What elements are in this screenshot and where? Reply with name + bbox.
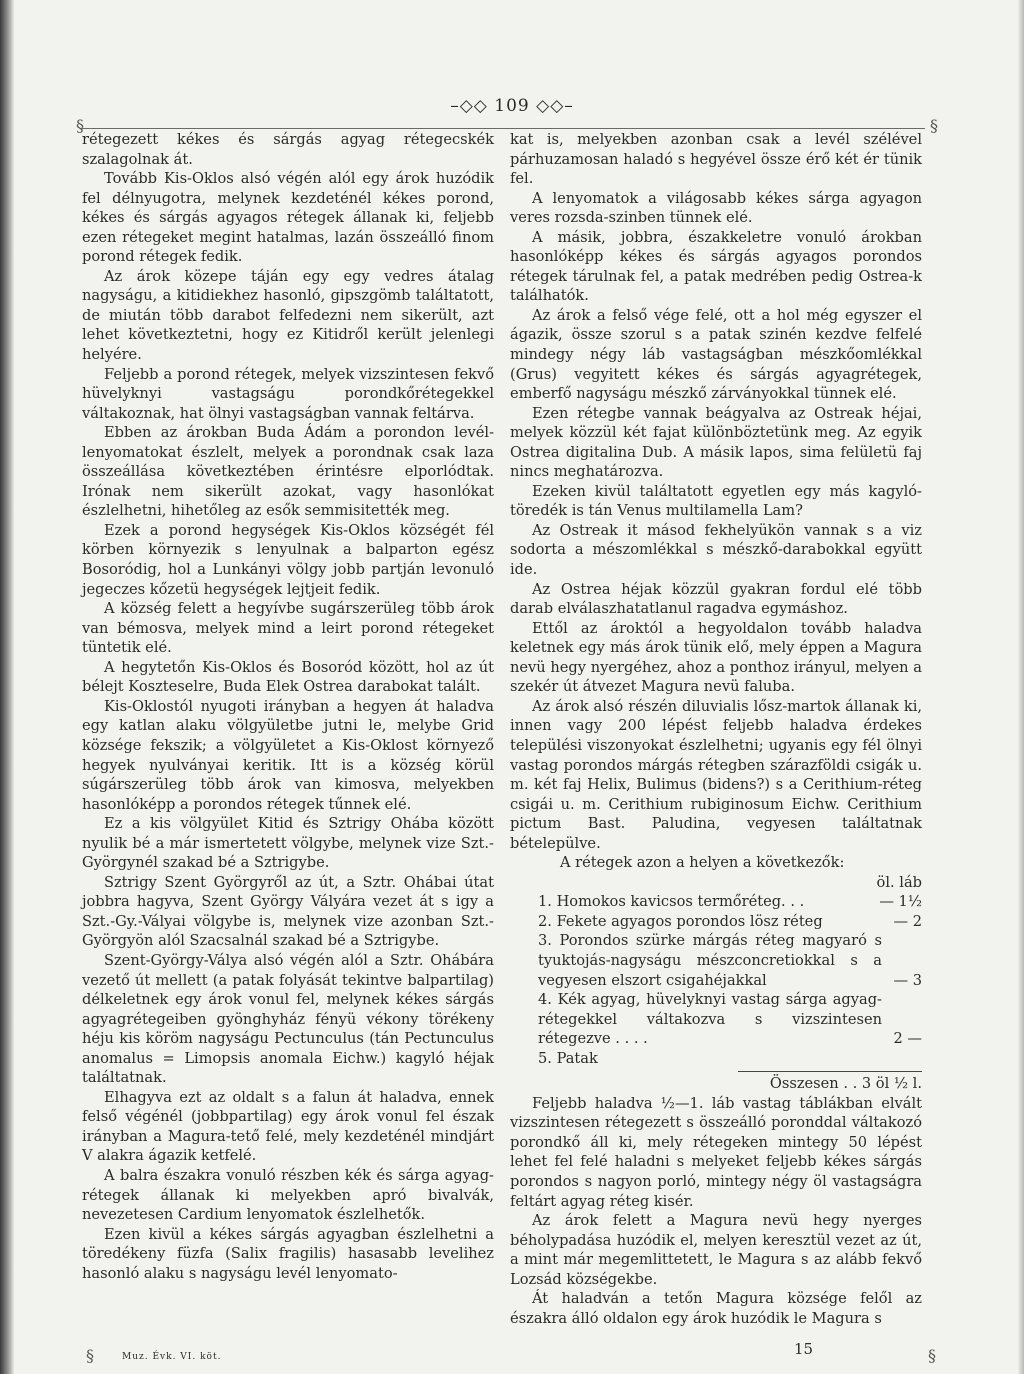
row-value: 2 —: [893, 1030, 922, 1048]
paragraph: A hegytetőn Kis-Oklos és Bosoród között, hol az út bélejt Koszteselre, Buda Elek Ostrea darabokat talált.: [82, 658, 494, 696]
table-row: [538, 1049, 922, 1069]
row-item: 5. Patak: [538, 1049, 598, 1067]
row-value: [882, 1049, 922, 1069]
row-item: 3. Porondos szürke márgás réteg magyaró s tyuktojás-nagyságu mészconcretiokkal s a vegyesen elszort csigahéjakkal: [538, 932, 882, 989]
scan-binding-shadow: [0, 0, 14, 1374]
paragraph: Az Ostrea héjak közzül gyakran fordul elé több darab elválaszhatatlanul ragadva egymáshoz.: [510, 580, 922, 618]
row-item: 1. Homokos kavicsos termőréteg. . .: [538, 893, 805, 911]
paragraph: Ez a kis völgyület Kitid és Sztrigy Ohába között nyulik bé a már ismertetett völgybe, melynek vize Szt.-Györgynél szakad bé a Sztrigybe.: [82, 815, 494, 872]
footer-journal-ref: Muz. Évk. VI. köt.: [122, 1352, 222, 1362]
corner-ornament-bottom-left-icon: §: [86, 1346, 94, 1365]
paragraph: A balra északra vonuló részben kék és sárga agyag-rétegek állanak ki melyekben apró bivalvák, nevezetesen Cardium lenyomatok észlelhetők.: [82, 1166, 494, 1224]
paragraph: Kis-Oklostól nyugoti irányban a hegyen át haladva egy katlan alaku völgyületbe jutni le, melybe Grid községe fekszik; a völgyületet a Kis-Oklost környező hegyek nyulványai keritik. Itt is a község körül súgárszerüleg több árok van kimosva, melyekben hasonlóképp a porondos rétegek tűnnek elé.: [82, 697, 494, 813]
paragraph: Feljebb a porond rétegek, melyek vizszintesen fekvő hüvelyknyi vastagságu porondkőrétegekkel váltakoznak, hat ölnyi vastagságban vannak feltárva.: [82, 365, 494, 422]
paragraph: rétegezett kékes és sárgás agyag rétegecskék szalagolnak át.: [82, 131, 494, 168]
paragraph: Ettől az ároktól a hegyoldalon tovább haladva keletnek egy más árok tünik elő, mely éppen a Magura nevü hegy nyergéhez, ahoz a ponthoz irányul, melyen a szekér út átvezet Magura nevü faluba.: [510, 619, 922, 696]
paragraph: Az árok a felső vége felé, ott a hol még egyszer el ágazik, össze szorul s a patak szinén kezdve felfelé mindegy négy láb vastagságban mészkőomlékkal (Grus) vegyitett kékes és sárgás agyagrétegek, emberfő nagyságu mészkő zárványokkal tünnek elé.: [510, 306, 922, 403]
paragraph: Ezen rétegbe vannak beágyalva az Ostreak héjai, melyek közzül két fajat különböztetünk meg. Az egyik Ostrea digitalina Dub. A másik lapos, sima felületü faj nincs meghatározva.: [510, 404, 922, 481]
row-value: — 2: [893, 912, 922, 930]
table-total: Összesen . . 3 öl ½ l.: [769, 1075, 922, 1093]
paragraph: Szent-György-Válya alsó végén alól a Sztr. Ohábára vezető út mellett (a patak folyását tekintve balpartilag) délkeletnek egy árok vonul fel, melynek kékes sárgás agyagrétegeiben gyönghyház fényü vékony törékeny héju kis köröm nagyságu Pectunculus (tán Pectunculus anomalus = Limopsis anomala Eichw.) kagyló héjak találtatnak.: [82, 951, 494, 1087]
paragraph: A másik, jobbra, északkeletre vonuló árokban hasonlóképp kékes és sárgás agyagos porondos rétegek tárulnak fel, a patak medrében pedig Ostrea-k találhatók.: [510, 228, 922, 305]
left-column: [82, 130, 494, 1283]
header-rule: [82, 128, 925, 129]
table-row: [538, 931, 922, 990]
corner-ornament-right-icon: §: [930, 116, 938, 135]
paragraph: Elhagyva ezt az oldalt s a falun át haladva, ennek felső végénél (jobbpartilag) egy árok vonul fel észak irányban a Magura-tető felé, mely kezdeténél mindjárt V alakra ágazik ketfelé.: [82, 1088, 494, 1165]
row-item: 4. Kék agyag, hüvelyknyi vastag sárga agyag-rétegekkel váltakozva s vizszintesen rétegezve . . . .: [538, 991, 882, 1048]
right-column: [510, 130, 922, 1328]
scan-edge: [1018, 0, 1024, 1374]
paragraph: Az árok közepe táján egy egy vedres átalag nagyságu, a kitidiekhez hasonló, gipszgömb találtatott, de miután több darabot felfedezni nem sikerült, azt lehet következtetni, hogy ez Kitidről került jelenlegi helyére.: [82, 267, 494, 364]
paragraph: Az Ostreak it másod fekhelyükön vannak s a viz sodorta a mészomlékkal s mészkő-darabokkal együtt ide.: [510, 521, 922, 579]
paragraph: Tovább Kis-Oklos alsó végén alól egy árok huzódik fel délnyugotra, melynek kezdeténél kékes porond, kékes és sárgás agyagos rétegek állanak ki, feljebb ezen rétegeket megint hatalmas, lazán összeálló finom porond rétegek fedik.: [82, 170, 494, 266]
paragraph: Ebben az árokban Buda Ádám a porondon levél-lenyomatokat észlelt, melyek a porondnak csak laza összeállása következtében érintésre elporlódtak. Irónak nem sikerült azokat, vagy hasonlókat észlelhetni, hihetőleg az esők semmisitették meg.: [82, 424, 494, 520]
paragraph: Ezen kivül a kékes sárgás agyagban észlelhetni a töredékeny füzfa (Salix fragilis) hasasabb levelihez hasonló alaku s nagyságu levél lenyomato-: [82, 1225, 494, 1282]
paragraph: A község felett a hegyívbe sugárszerüleg több árok van bémosva, melyek mind a leirt porond rétegeket tüntetik elé.: [82, 600, 494, 657]
total-rule: [738, 1071, 922, 1072]
paragraph: Ezeken kivül találtatott egyetlen egy más kagyló-töredék is tán Venus multilamella Lam?: [510, 482, 922, 520]
row-value: — 1½: [879, 893, 922, 911]
paragraph: Az árok alsó részén diluvialis lősz-martok állanak ki, innen vagy 200 lépést feljebb haladva érdekes települési viszonyokat észlelhetni; ugyanis egy fél ölnyi vastag porondos márgás rétegben szárazföldi csigák u. m. két faj Helix, Bulimus (bidens?) s a Cerithium-réteg csigái u. m. Cerithium rubiginosum Eichw. Cerithium pictum Bast. Paludina, vegyesen találtatnak bételepülve.: [510, 697, 922, 852]
row-value: — 3: [893, 971, 922, 989]
page-header: –◇◇ 109 ◇◇–: [450, 96, 574, 116]
paragraph: Sztrigy Szent Györgyről az út, a Sztr. Ohábai útat jobbra hagyva, Szent György Vályára vezet át s igy a Szt.-Gy.-Vályai völgybe is, melynek vize azonban Szt.-Györgyön alól Szacsalnál szakad bé a Sztrigybe.: [82, 873, 494, 950]
paragraph: A lenyomatok a világosabb kékes sárga agyagon veres rozsda-szinben tünnek elé.: [510, 189, 922, 227]
table-row: [538, 912, 922, 932]
paragraph: kat is, melyekben azonban csak a levél szélével párhuzamosan haladó s hegyével össze érő két ér tünik fel.: [510, 131, 922, 188]
paragraph: Feljebb haladva ½—1. láb vastag táblákban elvált vizszintesen rétegezett s összeálló poronddal váltakozó porondkő áll ki, mely rétegeken mintegy 50 lépést lehet fel felé haladni s melyeket feljebb kékes sárgás porondos s nagyon porló, mintegy négy öl vastagságra feltárt agyag réteg kisér.: [510, 1094, 922, 1210]
table-unit: öl. láb: [876, 873, 922, 891]
paragraph: Ezek a porond hegységek Kis-Oklos községét fél körben környezik s lenyulnak a balparton egész Bosoródig, hol a Lunkányi völgy jobb partján levonuló jegeczes kőzetü hegységek lejtjeit fedik.: [82, 521, 494, 598]
strata-table: [510, 873, 922, 1094]
row-item: 2. Fekete agyagos porondos lösz réteg: [538, 912, 823, 930]
corner-ornament-left-icon: §: [76, 116, 84, 135]
paragraph: Az árok felett a Magura nevü hegy nyerges béholypadása huzódik el, melyen keresztül vezet az út, a mint már megemlittetett, le Magura s az alább fekvő Lozsád községekbe.: [510, 1212, 922, 1288]
signature-number: 15: [794, 1340, 814, 1358]
corner-ornament-bottom-right-icon: §: [928, 1346, 936, 1365]
paragraph: Át haladván a tetőn Magura községe felől az északra álló oldalon egy árok huzódik le Magura s: [510, 1290, 922, 1327]
table-row: [538, 990, 922, 1049]
table-row: [538, 892, 922, 912]
strata-heading: A rétegek azon a helyen a következők:: [560, 854, 845, 872]
